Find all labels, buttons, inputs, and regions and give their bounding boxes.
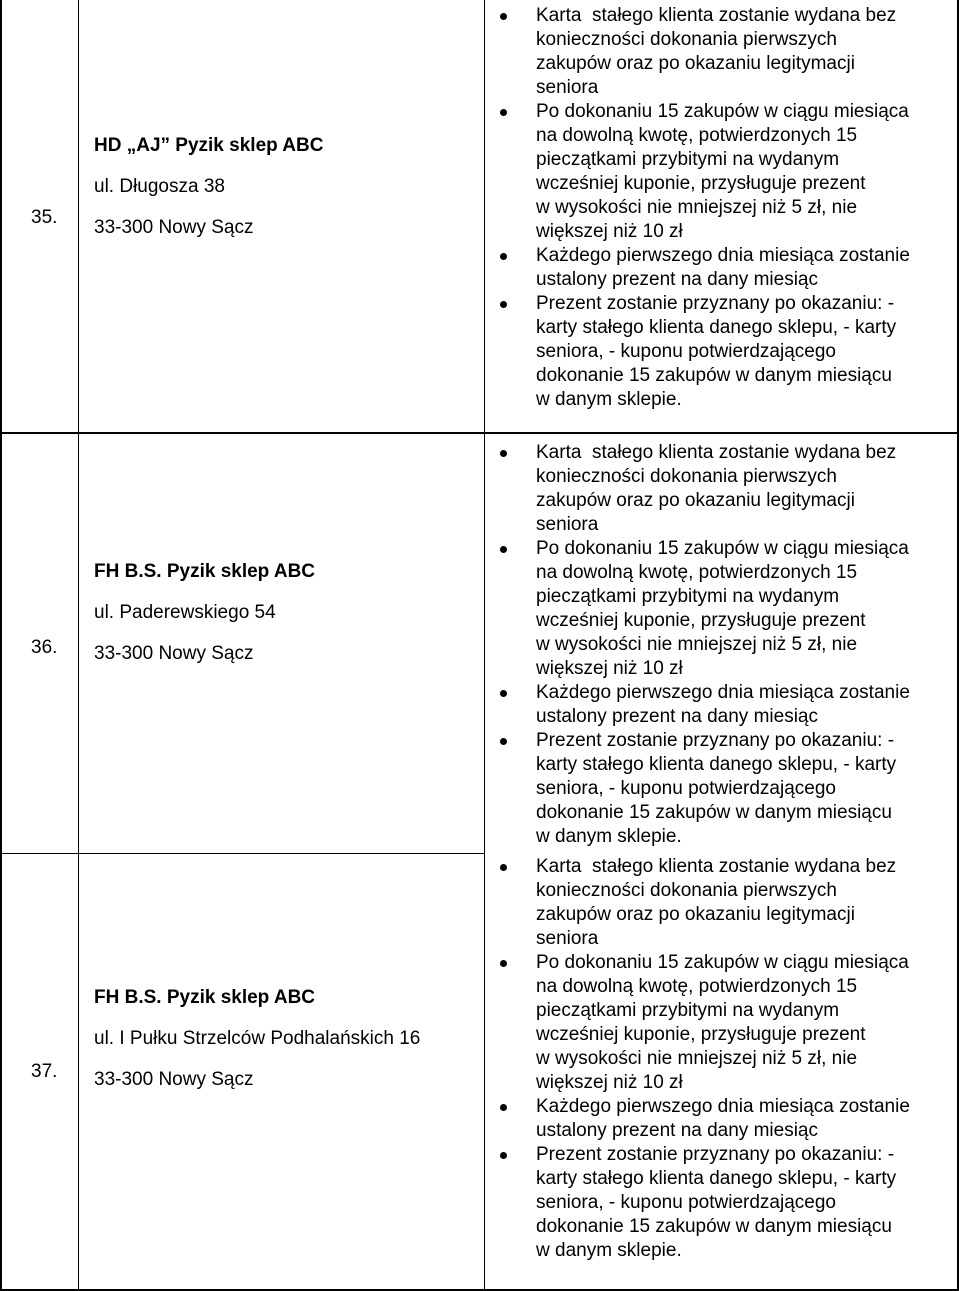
list-item [500,244,910,292]
list-item [500,1143,910,1263]
table-border-left [0,0,2,1291]
bullet-icon [500,738,507,745]
bullet-icon [500,301,507,308]
row-number: 37. [31,1061,58,1082]
list-item [500,681,910,729]
shop-address [94,988,420,1111]
shop-street: ul. Długosza 38 [94,176,225,197]
list-item [500,4,910,100]
list-item [500,537,910,681]
list-item-text: Po dokonaniu 15 zakupów w ciągu miesiąca na dowolną kwotę, potwierdzonych 15 pieczątkami przybitymi na wydanym wcześniej kuponie, przysługuje prezent w wysokości nie mniejszej niż 5 zł, nie większej niż 10 zł [536,101,909,242]
shop-name: FH B.S. Pyzik sklep ABC [94,561,316,582]
row-number: 35. [31,207,58,228]
list-item [500,1095,910,1143]
list-item-text: Po dokonaniu 15 zakupów w ciągu miesiąca na dowolną kwotę, potwierdzonych 15 pieczątkami przybitymi na wydanym wcześniej kuponie, przysługuje prezent w wysokości nie mniejszej niż 5 zł, nie większej niż 10 zł [536,538,909,679]
bullet-icon [500,546,507,553]
bullet-icon [500,960,507,967]
bullet-icon [500,690,507,697]
list-item-text: Prezent zostanie przyznany po okazaniu: - karty stałego klienta danego sklepu, - karty seniora, - kuponu potwierdzającego dokonanie 15 zakupów w danym miesiącu w danym sklepie. [536,1144,897,1261]
list-item-text: Karta stałego klienta zostanie wydana bez konieczności dokonania pierwszych zakupów oraz po okazaniu legitymacji seniora [536,856,897,949]
list-item-text: Karta stałego klienta zostanie wydana bez konieczności dokonania pierwszych zakupów oraz po okazaniu legitymacji seniora [536,5,897,98]
row-divider-36-37 [0,853,485,854]
bullet-icon [500,109,507,116]
bullet-icon [500,1152,507,1159]
shop-name: FH B.S. Pyzik sklep ABC [94,987,316,1008]
shop-city: 33-300 Nowy Sącz [94,217,254,238]
column-divider-1 [78,0,79,1291]
bullet-icon [500,13,507,20]
bullet-icon [500,1104,507,1111]
list-item [500,951,910,1095]
list-item [500,729,910,849]
bullet-icon [500,450,507,457]
list-item-text: Karta stałego klienta zostanie wydana bez konieczności dokonania pierwszych zakupów oraz po okazaniu legitymacji seniora [536,442,897,535]
conditions-list [500,4,910,412]
bullet-icon [500,253,507,260]
bullet-icon [500,864,507,871]
list-item [500,441,910,537]
list-item-text: Każdego pierwszego dnia miesiąca zostanie ustalony prezent na dany miesiąc [536,682,910,727]
shop-street: ul. Paderewskiego 54 [94,602,276,623]
conditions-list [500,441,910,849]
row-number: 36. [31,637,58,658]
shop-city: 33-300 Nowy Sącz [94,643,254,664]
conditions-list [500,855,910,1263]
list-item [500,292,910,412]
shop-city: 33-300 Nowy Sącz [94,1069,254,1090]
shop-name: HD „AJ” Pyzik sklep ABC [94,135,324,156]
list-item [500,855,910,951]
list-item-text: Każdego pierwszego dnia miesiąca zostanie ustalony prezent na dany miesiąc [536,245,910,290]
list-item-text: Po dokonaniu 15 zakupów w ciągu miesiąca na dowolną kwotę, potwierdzonych 15 pieczątkami przybitymi na wydanym wcześniej kuponie, przysługuje prezent w wysokości nie mniejszej niż 5 zł, nie większej niż 10 zł [536,952,909,1093]
shop-street: ul. I Pułku Strzelców Podhalańskich 16 [94,1028,421,1049]
column-divider-2 [484,0,485,1291]
list-item-text: Prezent zostanie przyznany po okazaniu: - karty stałego klienta danego sklepu, - karty seniora, - kuponu potwierdzającego dokonanie 15 zakupów w danym miesiącu w danym sklepie. [536,730,897,847]
row-divider-35-36 [0,432,959,434]
list-item-text: Każdego pierwszego dnia miesiąca zostanie ustalony prezent na dany miesiąc [536,1096,910,1141]
shop-address [94,136,323,259]
list-item-text: Prezent zostanie przyznany po okazaniu: - karty stałego klienta danego sklepu, - karty seniora, - kuponu potwierdzającego dokonanie 15 zakupów w danym miesiącu w danym sklepie. [536,293,897,410]
list-item [500,100,910,244]
table-border-right [957,0,959,1291]
shop-address [94,562,315,685]
